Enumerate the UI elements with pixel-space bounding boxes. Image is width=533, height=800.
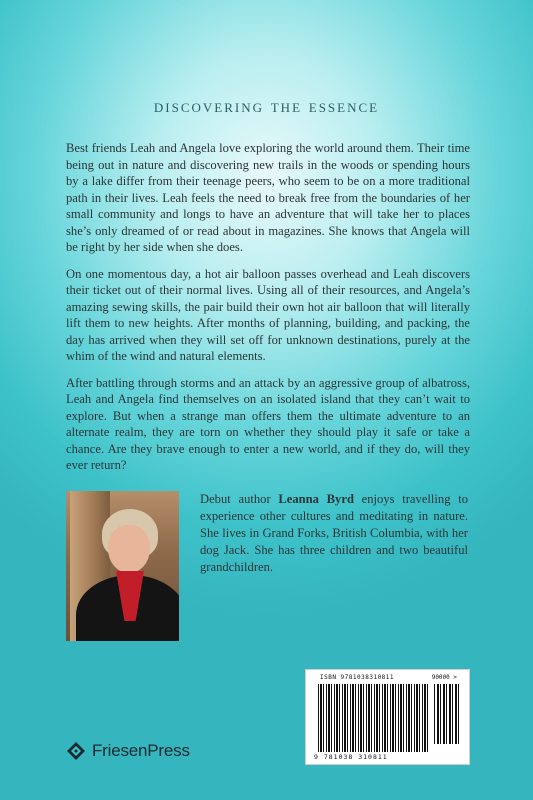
bio-prefix: Debut author	[200, 492, 279, 506]
publisher-logo	[66, 739, 190, 763]
publisher-name: FriesenPress	[92, 741, 190, 760]
author-photo	[66, 491, 179, 641]
bio-text: enjoys travelling to experience other cultures and meditating in nature. She lives in Grand Forks, British Columbia, with her dog Jack. She has three children and two beautiful grandchildren.	[200, 492, 468, 574]
barcode-bars-main	[318, 684, 428, 752]
isbn-top-text: ISBN 978103831081​1	[320, 674, 395, 681]
book-title: discovering the essence	[153, 96, 380, 117]
price-code: 90000 >	[431, 674, 457, 681]
blurb-paragraph-2: On one momentous day, a hot air balloon passes overhead and Leah discovers their ticket out of their normal lives. Using all of their resources, and Angela’s amazing sewing skills, the pair build their own hot air balloon that will literally lift them to new heights. After months of planning, building, and packing, the day has arrived when they will set off for unknown destinations, purely at the whim of the wind and natural elements.	[66, 266, 470, 363]
friesenpress-logo-icon	[66, 741, 86, 761]
blurb-paragraph-3: After battling through storms and an attack by an aggressive group of albatross, Leah and Angela find themselves on an isolated island that they can’t wait to explore. But when a strange man offers them the ultimate adventure to an alternate realm, they are torn on whether they should play it safe or take a chance. Are they brave enough to enter a new world, and if they do, will they ever return?	[66, 375, 470, 472]
author-face	[108, 525, 150, 573]
isbn-bottom-text: 9 781038 310811	[314, 753, 388, 761]
back-cover-blurb	[66, 140, 470, 484]
barcode-bars-addon	[434, 684, 460, 744]
isbn-barcode	[305, 669, 470, 765]
blurb-paragraph-1: Best friends Leah and Angela love exploring the world around them. Their time being out in nature and discovering new trails in the woods or spending hours by a lake differ from their teenage peers, who seem to be on a more traditional path in their lives. Leah feels the need to break free from the boundaries of her small community and longs to have an adventure that will take her to places she’s only dreamed of or read about in magazines. She knows that Angela will be right by her side when she does.	[66, 141, 470, 254]
author-name: Leanna Byrd	[278, 492, 354, 506]
author-bio	[200, 491, 468, 576]
